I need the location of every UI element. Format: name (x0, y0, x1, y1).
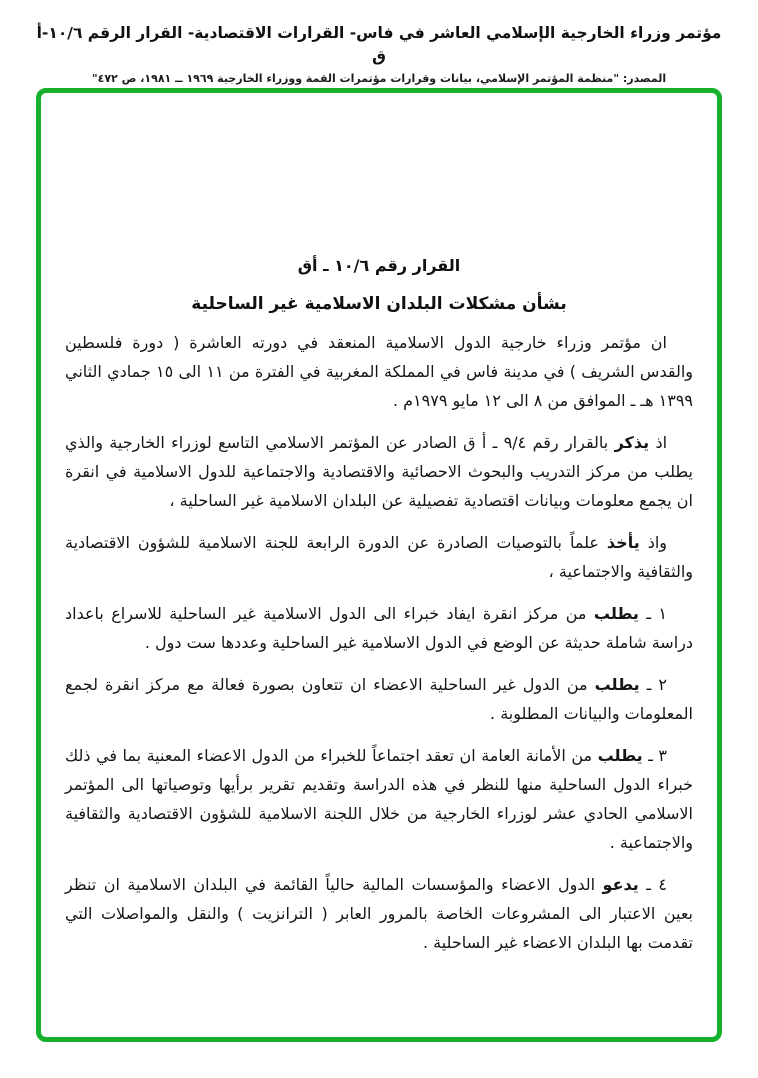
clause-lead-verb: يدعو (602, 875, 639, 894)
resolution-number-title: القرار رقم ١٠/٦ ـ أق (297, 256, 461, 275)
resolution-clauses (65, 328, 693, 957)
document-body (65, 93, 693, 970)
header-citation-title: مؤتمر وزراء الخارجية الإسلامي العاشر في فاس- القرارات الاقتصادية- القرار الرقم ١٠/٦-أ ق (36, 24, 722, 66)
clause-lead-verb: يأخذ (606, 533, 640, 552)
clause-number: ٤ ـ (638, 875, 667, 894)
operative-clause-1 (65, 599, 693, 657)
operative-clause-4 (65, 870, 693, 957)
clause-text: الدول الاعضاء والمؤسسات المالية حالياً القائمة في البلدان الاسلامية ان تنظر بعين الاعتبار الى المشروعات الخاصة بالمرور العابر ( الترانزيت ) والنقل والمواصلات التي تقدمت بها البلدان الاعضاء غير الساحلية . (65, 875, 693, 952)
preamble-paragraph-session (65, 328, 693, 415)
preamble-paragraph-taking-note (65, 528, 693, 586)
resolution-subject-title: بشأن مشكلات البلدان الاسلامية غير الساحلية (191, 294, 567, 314)
clause-number: ١ ـ (638, 604, 668, 623)
clause-text: ان مؤتمر وزراء خارجية الدول الاسلامية المنعقد في دورته العاشرة ( دورة فلسطين والقدس الشريف ) في مدينة فاس في المملكة المغربية في الفترة من ١١ الى ١٥ جمادي الثاني ١٣٩٩ هـ ـ الموافق من ٨ الى ١٢ مايو ١٩٧٩م . (65, 333, 693, 410)
document-border-frame (36, 88, 722, 1042)
clause-number: ٢ ـ (639, 675, 667, 694)
clause-prefix: واذ (639, 533, 667, 552)
clause-text: من مركز انقرة ايفاد خبراء الى الدول الاسلامية غير الساحلية للاسراع باعداد دراسة شاملة حديثة عن الوضع في الدول الاسلامية غير الساحلية وعددها ست دول . (65, 604, 693, 652)
preamble-paragraph-recalling (65, 428, 693, 515)
operative-clause-2 (65, 670, 693, 728)
clause-lead-verb: يطلب (594, 675, 640, 694)
operative-clause-3 (65, 741, 693, 857)
clause-number: ٣ ـ (642, 746, 667, 765)
page-header (30, 22, 728, 85)
clause-text: من الأمانة العامة ان تعقد اجتماعاً للخبراء من الدول الاعضاء المعنية بما في ذلك خبراء الدول الساحلية منها للنظر في هذه الدراسة وتقديم تقرير برأيها وتوصياتها الى المؤتمر الاسلامي الحادي عشر لوزراء الخارجية من خلال اللجنة الاسلامية للشؤون الاقتصادية والثقافية والاجتماعية . (65, 746, 693, 852)
clause-text: بالقرار رقم ٩/٤ ـ أ ق الصادر عن المؤتمر الاسلامي التاسع لوزراء الخارجية والذي يطلب من مركز التدريب والبحوث الاحصائية والاقتصادية والاجتماعية للدول الاسلامية في انقرة ان يجمع معلومات وبيانات اقتصادية تفصيلية عن البلدان الاسلامية غير الساحلية ، (65, 433, 693, 510)
clause-lead-verb: يذكر (614, 433, 650, 452)
clause-lead-verb: يطلب (593, 604, 639, 623)
clause-lead-verb: يطلب (597, 746, 643, 765)
clause-text: علماً بالتوصيات الصادرة عن الدورة الرابعة للجنة الاسلامية للشؤون الاقتصادية والثقافية والاجتماعية ، (65, 533, 693, 581)
clause-prefix: اذ (649, 433, 668, 452)
header-source-citation: المصدر: "منظمة المؤتمر الإسلامي، بيانات وقرارات مؤتمرات القمة ووزراء الخارجية ١٩٦٩ ــ ١٩٨١، ص ٤٧٢" (91, 71, 667, 85)
clause-text: من الدول غير الساحلية الاعضاء ان تتعاون بصورة فعالة مع مركز انقرة لجمع المعلومات والبيانات المطلوبة . (65, 675, 693, 723)
